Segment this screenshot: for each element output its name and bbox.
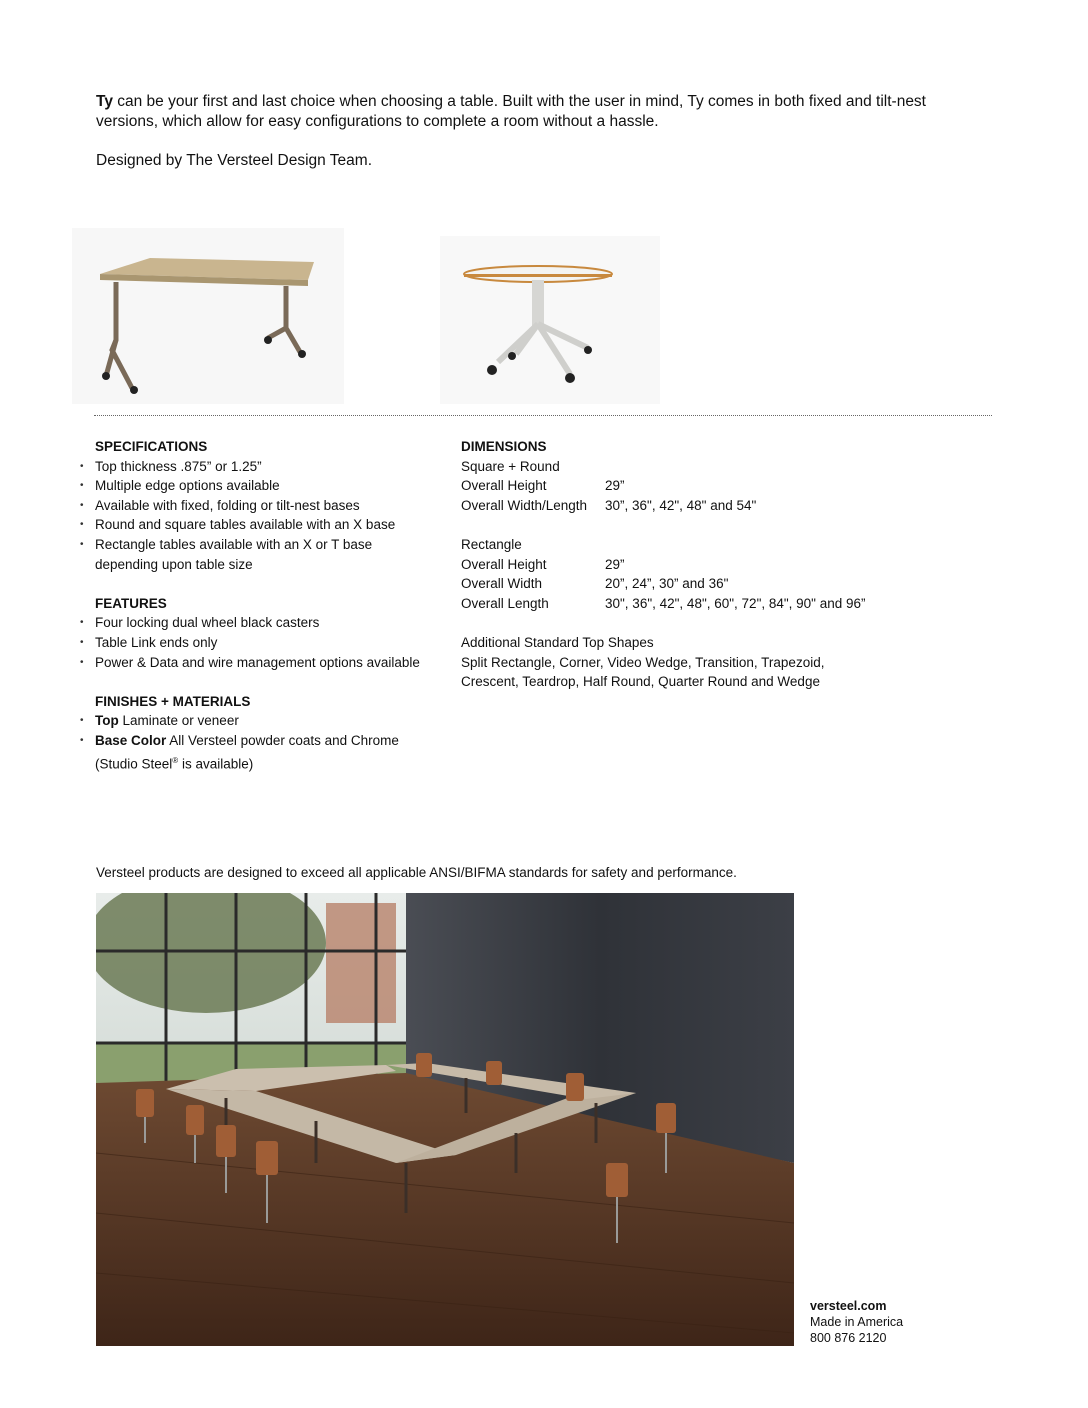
dimension-label: Overall Length [461,595,549,611]
list-item: • Power & Data and wire management options available [80,653,460,673]
website-link[interactable]: versteel.com [810,1299,887,1313]
round-table-image [440,236,660,404]
features-heading: FEATURES [95,595,167,611]
dimension-value: 30", 36", 42", 48", 60", 72", 84", 90" and 96” [605,595,866,611]
additional-shapes-text: Split Rectangle, Corner, Video Wedge, Transition, Trapezoid, Crescent, Teardrop, Half Round, Quarter Round and Wedge [461,654,825,690]
rectangle-title: Rectangle [461,536,522,552]
base-color-label: Base Color [95,732,167,748]
finishes-list [80,711,460,773]
dimension-value: 29” [605,556,625,572]
list-item [80,711,460,731]
base-color-value: All Versteel powder coats and Chrome (Studio Steel [95,732,399,771]
specifications-heading: SPECIFICATIONS [95,439,208,454]
phone-number: 800 876 2120 [810,1331,887,1345]
top-value: Laminate or veneer [118,713,239,729]
list-item: • Table Link ends only [80,633,460,653]
additional-shapes-title: Additional Standard Top Shapes [461,634,654,650]
dimension-value: 20”, 24”, 30” and 36" [605,576,729,592]
dimension-label: Overall Height [461,556,547,572]
section-divider [94,415,992,416]
list-item: • Rectangle tables available with an X or T base depending upon table size [80,535,435,574]
brand-name: Ty [96,93,113,110]
dimensions-heading: DIMENSIONS [461,439,547,454]
dimension-row [461,574,981,594]
square-round-title: Square + Round [461,458,560,474]
features-list [80,613,460,672]
dimension-row [461,594,981,614]
intro-section [96,92,976,171]
dimension-label: Overall Height [461,478,547,494]
dimension-value: 30”, 36", 42", 48" and 54" [605,497,757,513]
registered-mark: ® [172,755,179,765]
standards-statement: Versteel products are designed to exceed all applicable ANSI/BIFMA standards for safety and performance. [96,865,737,880]
dimension-value: 29” [605,478,625,494]
dimension-row [461,496,981,516]
specs-column [80,437,460,774]
base-color-tail: is available) [178,756,254,771]
footer-contact [810,1298,903,1346]
specifications-list [80,457,460,575]
dimension-row [461,555,981,575]
designer-credit: Designed by The Versteel Design Team. [96,152,373,169]
rectangle-table-image [72,228,344,404]
top-label: Top [95,713,119,729]
finishes-heading: FINISHES + MATERIALS [95,693,251,709]
list-item: • Round and square tables available with an X base [80,515,460,535]
list-item [80,731,435,774]
list-item: • Available with fixed, folding or tilt-nest bases [80,496,460,516]
list-item: • Multiple edge options available [80,476,460,496]
made-in-america: Made in America [810,1315,904,1329]
dimension-label: Overall Width [461,576,543,592]
dimension-row [461,476,981,496]
intro-text: can be your first and last choice when choosing a table. Built with the user in mind, Ty comes in both fixed and tilt-nest versions, which allow for easy configurations to complete a room without a hassle. [96,93,926,130]
list-item: • Top thickness .875” or 1.25” [80,457,460,477]
dimension-label: Overall Width/Length [461,497,588,513]
dimensions-column [461,437,981,692]
list-item: • Four locking dual wheel black casters [80,613,460,633]
conference-room-photo [96,893,794,1346]
intro-paragraph [96,92,976,132]
